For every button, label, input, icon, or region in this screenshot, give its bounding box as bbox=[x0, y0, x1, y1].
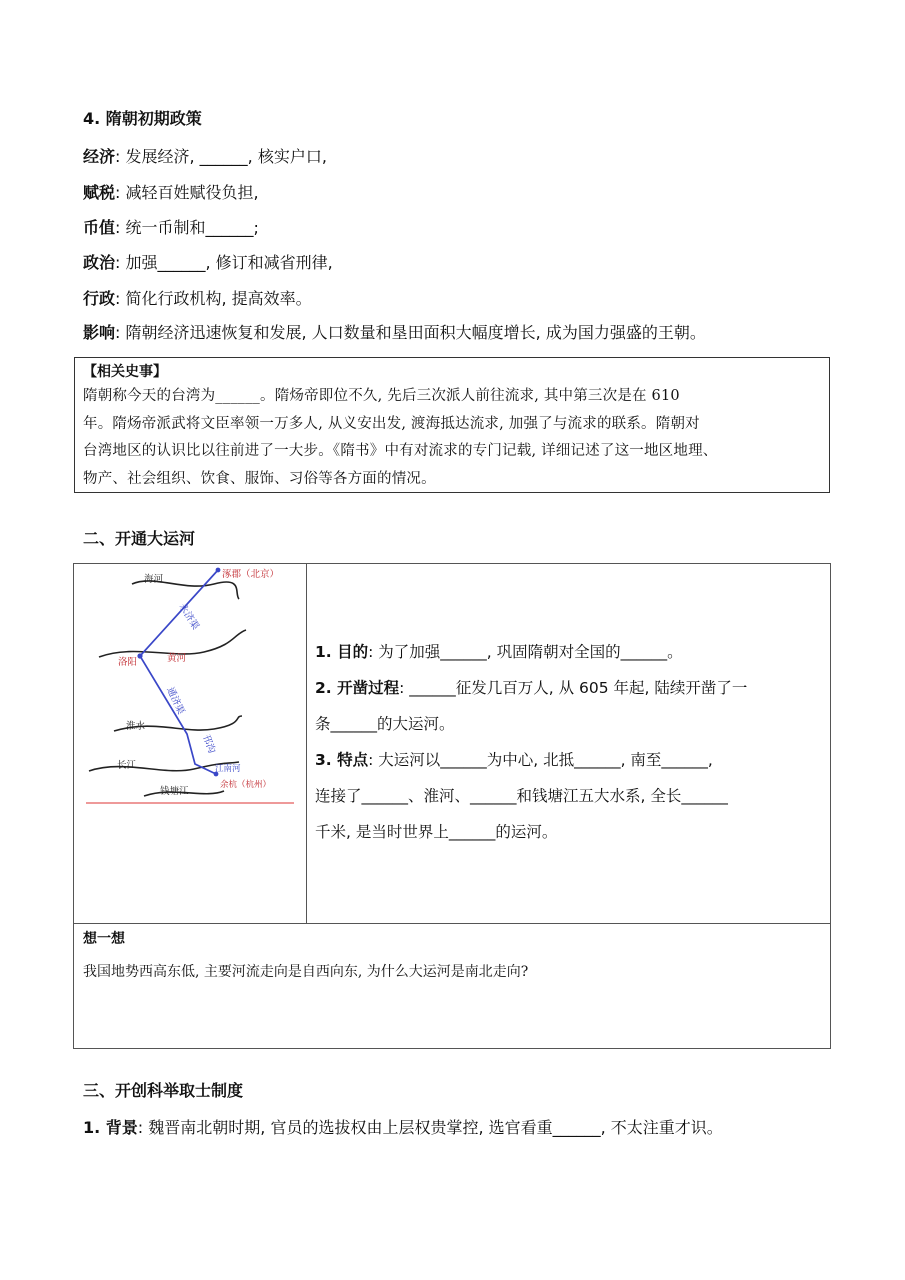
related-history-line: 物产、社会组织、饮食、服饰、习俗等各方面的情况。 bbox=[83, 470, 436, 487]
think-section bbox=[74, 923, 830, 1048]
zhuojun-marker bbox=[216, 568, 221, 573]
map-label-changjiang: 长江 bbox=[117, 760, 137, 771]
policy-heading: 4. 隋朝初期政策 bbox=[83, 109, 202, 128]
canal-point-process-cont bbox=[315, 706, 825, 742]
related-history-box bbox=[74, 357, 830, 493]
canal-point-features-cont bbox=[315, 778, 825, 814]
policy-item-currency bbox=[83, 216, 259, 240]
map-label-hangou: 邗沟 bbox=[200, 733, 218, 755]
think-question: 我国地势西高东低, 主要河流走向是自西向东, 为什么大运河是南北走向? bbox=[83, 964, 529, 980]
canal-point-text: : 为了加强______, 巩固隋朝对全国的______。 bbox=[368, 643, 683, 661]
canal-map-svg bbox=[74, 564, 306, 923]
policy-item-label: 赋税 bbox=[83, 183, 116, 202]
canal-point-process bbox=[315, 670, 825, 706]
policy-item-label: 经济 bbox=[83, 147, 116, 166]
policy-item-tax bbox=[83, 181, 259, 205]
canal-info bbox=[307, 564, 830, 923]
policy-item-text: : 隋朝经济迅速恢复和发展, 人口数量和垦田面积大幅度增长, 成为国力强盛的王朝。 bbox=[115, 323, 706, 342]
policy-item-label: 行政 bbox=[83, 289, 116, 308]
related-history-line: 台湾地区的认识比以往前进了一大步。《隋书》中有对流求的专门记载, 详细记述了这一地区地理、 bbox=[83, 443, 718, 459]
policy-item-text: : 加强______, 修订和减省刑律, bbox=[115, 253, 333, 272]
exam-background-label: 1. 背景 bbox=[83, 1118, 138, 1137]
policy-item-impact bbox=[83, 321, 706, 345]
canal-point-text: 千米, 是当时世界上______的运河。 bbox=[315, 823, 558, 841]
policy-item-administration bbox=[83, 287, 312, 311]
canal-map bbox=[74, 564, 307, 923]
map-label-huaishui: 淮水 bbox=[126, 721, 146, 732]
canal-point-text: : 大运河以______为中心, 北抵______, 南至______, bbox=[368, 751, 713, 769]
canal-point-text: 条______的大运河。 bbox=[315, 715, 455, 733]
map-label-yongjiqu: 永济渠 bbox=[176, 601, 201, 632]
map-label-huanghe: 黄河 bbox=[167, 653, 187, 664]
policy-item-text: : 减轻百姓赋役负担, bbox=[115, 183, 259, 202]
policy-item-label: 影响 bbox=[83, 323, 116, 342]
related-history-line: 隋朝称今天的台湾为______。隋炀帝即位不久, 先后三次派人前往流求, 其中第三次是在 610 bbox=[83, 388, 680, 404]
policy-item-text: : 统一币制和______; bbox=[115, 218, 259, 237]
canal-point-purpose bbox=[315, 634, 825, 670]
luoyang-marker bbox=[137, 653, 142, 658]
map-label-haihe: 海河 bbox=[144, 574, 164, 585]
canal-point-features bbox=[315, 742, 825, 778]
map-label-zhuojun: 涿郡（北京） bbox=[222, 569, 280, 580]
canal-point-text: : ______征发几百万人, 从 605 年起, 陆续开凿了一 bbox=[399, 679, 748, 697]
map-label-yuhang: 余杭（杭州） bbox=[220, 780, 272, 790]
exam-background-text: : 魏晋南北朝时期, 官员的选拔权由上层权贵掌控, 选官看重______, 不太注重才识。 bbox=[137, 1118, 723, 1137]
map-label-jiangnanhe: 江南河 bbox=[215, 764, 241, 774]
canal-point-label: 1. 目的 bbox=[315, 643, 369, 661]
map-label-luoyang: 洛阳 bbox=[118, 657, 138, 668]
policy-item-economy bbox=[83, 145, 327, 169]
canal-point-features-cont2 bbox=[315, 814, 825, 850]
canal-points bbox=[315, 634, 825, 850]
canal-point-label: 3. 特点 bbox=[315, 751, 369, 769]
related-history-body bbox=[83, 383, 821, 493]
policy-item-text: : 发展经济, ______, 核实户口, bbox=[115, 147, 327, 166]
related-history-title: 【相关史事】 bbox=[83, 364, 167, 380]
canal-heading: 二、开通大运河 bbox=[83, 529, 196, 548]
related-history-line: 年。隋炀帝派武将文臣率领一万多人, 从义安出发, 渡海抵达流求, 加强了与流求的联系。隋朝对 bbox=[83, 415, 700, 432]
map-label-qiantangjiang: 钱塘江 bbox=[160, 786, 189, 797]
canal-table bbox=[73, 563, 831, 1049]
canal-point-label: 2. 开凿过程 bbox=[315, 679, 400, 697]
think-title: 想一想 bbox=[83, 931, 125, 947]
policy-item-politics bbox=[83, 251, 333, 275]
map-label-tongjiqu: 通济渠 bbox=[164, 685, 187, 717]
exam-background bbox=[83, 1116, 723, 1140]
policy-item-text: : 简化行政机构, 提高效率。 bbox=[115, 289, 312, 308]
policy-item-label: 政治 bbox=[83, 253, 116, 272]
exam-heading: 三、开创科举取士制度 bbox=[83, 1081, 244, 1100]
canal-point-text: 连接了______、淮河、______和钱塘江五大水系, 全长______ bbox=[315, 787, 728, 805]
policy-item-label: 币值 bbox=[83, 218, 116, 237]
